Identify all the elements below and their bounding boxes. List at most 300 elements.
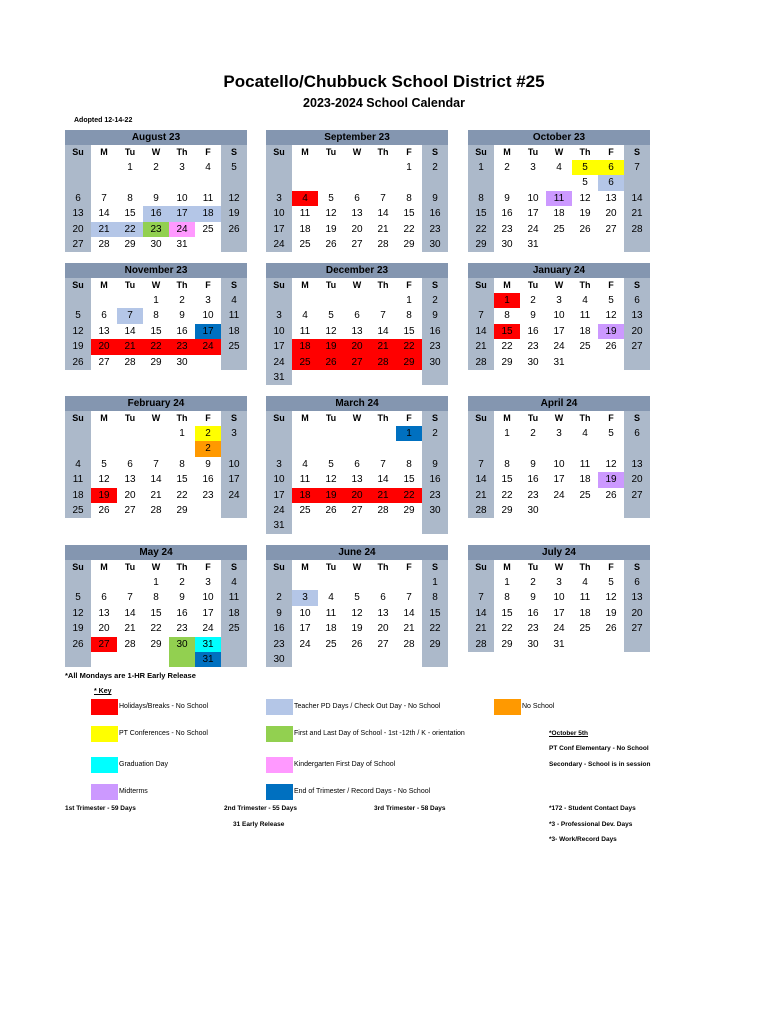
day-cell: 6 bbox=[101, 592, 107, 604]
month-title: May 24 bbox=[65, 545, 247, 560]
day-cell bbox=[143, 652, 169, 667]
day-cell: 10 bbox=[553, 458, 565, 470]
day-cell bbox=[624, 175, 650, 190]
legend-label: Holidays/Breaks - No School bbox=[119, 703, 209, 710]
month-days bbox=[266, 560, 448, 667]
day-cell: 27 bbox=[351, 238, 363, 250]
day-cell: 30 bbox=[422, 503, 448, 518]
day-cell: 21 bbox=[377, 223, 389, 235]
day-cell bbox=[396, 652, 422, 667]
day-cell: 26 bbox=[325, 504, 337, 516]
day-cell bbox=[396, 370, 422, 385]
day-cell: 25 bbox=[221, 339, 247, 354]
day-cell: 14 bbox=[377, 325, 389, 337]
day-header: M bbox=[301, 147, 309, 157]
day-cell: 10 bbox=[299, 607, 311, 619]
day-cell: 19 bbox=[325, 223, 337, 235]
day-cell bbox=[422, 652, 448, 667]
day-cell: 19 bbox=[221, 206, 247, 221]
day-header: Tu bbox=[325, 280, 337, 290]
day-cell bbox=[624, 355, 650, 370]
day-cell: 12 bbox=[325, 208, 337, 220]
day-header: Su bbox=[65, 560, 91, 575]
day-cell: 16 bbox=[422, 324, 448, 339]
day-cell: 11 bbox=[546, 191, 572, 206]
day-cell: 25 bbox=[299, 238, 311, 250]
day-cell bbox=[91, 575, 117, 590]
month-0 bbox=[65, 130, 247, 252]
day-cell: 9 bbox=[153, 192, 159, 204]
day-cell: 8 bbox=[179, 458, 185, 470]
day-cell: 19 bbox=[91, 488, 117, 503]
day-cell: 5 bbox=[572, 160, 598, 175]
day-cell: 21 bbox=[124, 623, 136, 635]
day-cell bbox=[344, 293, 370, 308]
day-cell bbox=[195, 355, 221, 370]
day-header: Tu bbox=[325, 562, 337, 572]
day-cell bbox=[624, 503, 650, 518]
day-cell: 21 bbox=[91, 222, 117, 237]
day-header: S bbox=[422, 145, 448, 160]
day-cell bbox=[370, 426, 396, 441]
day-cell: 3 bbox=[556, 577, 562, 588]
day-cell: 13 bbox=[124, 474, 136, 486]
day-cell: 7 bbox=[468, 590, 494, 605]
day-cell bbox=[468, 426, 494, 441]
day-cell bbox=[117, 575, 143, 590]
teacher-pd-swatch bbox=[266, 699, 293, 715]
day-cell: 15 bbox=[501, 607, 513, 619]
day-cell: 24 bbox=[553, 489, 565, 501]
day-header: Th bbox=[377, 562, 389, 572]
day-cell: 1 bbox=[494, 293, 520, 308]
day-cell bbox=[520, 175, 546, 190]
day-cell: 13 bbox=[624, 457, 650, 472]
day-cell bbox=[292, 160, 318, 175]
day-cell: 20 bbox=[624, 472, 650, 487]
day-cell: 29 bbox=[501, 356, 513, 368]
month-days bbox=[65, 560, 247, 667]
day-header: F bbox=[205, 562, 211, 572]
day-cell bbox=[396, 518, 422, 533]
day-cell: 30 bbox=[527, 504, 539, 516]
day-header: Su bbox=[266, 560, 292, 575]
day-cell bbox=[318, 370, 344, 385]
day-cell: 5 bbox=[328, 192, 334, 204]
day-header: M bbox=[503, 147, 511, 157]
day-cell: 3 bbox=[556, 295, 562, 306]
day-cell: 2 bbox=[504, 162, 510, 173]
day-cell: 30 bbox=[527, 356, 539, 368]
day-cell bbox=[396, 575, 422, 590]
day-cell: 9 bbox=[266, 606, 292, 621]
day-cell: 25 bbox=[292, 355, 318, 370]
day-cell: 8 bbox=[406, 458, 412, 470]
day-cell bbox=[318, 160, 344, 175]
day-cell: 26 bbox=[579, 223, 591, 235]
page-title: Pocatello/Chubbuck School District #25 bbox=[223, 72, 545, 91]
day-cell: 13 bbox=[98, 325, 110, 337]
day-cell: 2 bbox=[179, 577, 185, 588]
day-cell: 1 bbox=[406, 295, 412, 306]
day-cell bbox=[318, 293, 344, 308]
day-cell: 13 bbox=[351, 208, 363, 220]
day-cell: 25 bbox=[579, 489, 591, 501]
month-1 bbox=[266, 130, 448, 252]
day-cell: 6 bbox=[598, 160, 624, 175]
day-header: Th bbox=[579, 562, 591, 572]
day-cell: 2 bbox=[179, 295, 185, 306]
day-cell: 18 bbox=[221, 324, 247, 339]
day-cell bbox=[221, 441, 247, 456]
day-cell bbox=[292, 370, 318, 385]
day-cell bbox=[143, 175, 169, 190]
day-cell: 14 bbox=[377, 208, 389, 220]
day-cell: 11 bbox=[325, 607, 337, 619]
day-cell bbox=[292, 175, 318, 190]
day-cell: 21 bbox=[468, 621, 494, 636]
day-cell: 30 bbox=[527, 638, 539, 650]
month-4 bbox=[266, 263, 448, 385]
day-cell bbox=[292, 293, 318, 308]
month-days bbox=[468, 560, 650, 652]
day-header: M bbox=[503, 280, 511, 290]
day-header: Tu bbox=[124, 280, 136, 290]
day-cell: 1 bbox=[422, 575, 448, 590]
day-cell: 27 bbox=[344, 355, 370, 370]
day-header: Su bbox=[65, 145, 91, 160]
day-cell: 16 bbox=[422, 472, 448, 487]
day-cell: 29 bbox=[150, 356, 162, 368]
day-cell: 7 bbox=[380, 310, 386, 322]
adopted-date: Adopted 12-14-22 bbox=[74, 117, 133, 124]
day-cell: 25 bbox=[299, 504, 311, 516]
day-header: Th bbox=[377, 280, 389, 290]
day-cell: 8 bbox=[406, 310, 412, 322]
day-cell: 26 bbox=[605, 489, 617, 501]
day-header: M bbox=[301, 413, 309, 423]
month-3 bbox=[65, 263, 247, 370]
day-cell bbox=[344, 441, 370, 456]
day-header: Th bbox=[176, 413, 188, 423]
day-cell bbox=[221, 355, 247, 370]
day-cell: 16 bbox=[176, 607, 188, 619]
day-header: Su bbox=[266, 145, 292, 160]
day-cell bbox=[370, 160, 396, 175]
day-cell: 30 bbox=[266, 652, 292, 667]
day-cell bbox=[266, 426, 292, 441]
day-cell: 6 bbox=[624, 575, 650, 590]
day-cell: 19 bbox=[579, 208, 591, 220]
day-cell: 12 bbox=[605, 310, 617, 322]
month-10 bbox=[266, 545, 448, 667]
day-header: W bbox=[554, 413, 564, 423]
month-title: April 24 bbox=[468, 396, 650, 411]
day-cell: 7 bbox=[153, 458, 159, 470]
day-cell: 18 bbox=[221, 606, 247, 621]
day-cell bbox=[266, 575, 292, 590]
day-cell: 15 bbox=[501, 474, 513, 486]
day-cell: 1 bbox=[396, 426, 422, 441]
kinder-swatch bbox=[266, 757, 293, 773]
day-cell: 17 bbox=[266, 488, 292, 503]
day-cell bbox=[266, 175, 292, 190]
day-cell: 4 bbox=[221, 293, 247, 308]
day-cell: 21 bbox=[150, 489, 162, 501]
day-cell: 11 bbox=[579, 310, 591, 322]
day-cell bbox=[572, 637, 598, 652]
day-cell: 29 bbox=[403, 238, 415, 250]
day-header: M bbox=[100, 280, 108, 290]
day-cell: 8 bbox=[153, 310, 159, 322]
day-cell bbox=[195, 237, 221, 252]
day-cell: 14 bbox=[98, 208, 110, 220]
legend-label: End of Trimester / Record Days - No School bbox=[294, 788, 431, 795]
day-cell: 24 bbox=[266, 355, 292, 370]
legend-label: Midterms bbox=[119, 788, 148, 795]
day-cell: 1 bbox=[127, 162, 133, 173]
day-cell bbox=[370, 293, 396, 308]
day-cell: 24 bbox=[553, 623, 565, 635]
day-cell: 25 bbox=[221, 621, 247, 636]
day-header: Th bbox=[579, 413, 591, 423]
day-cell: 27 bbox=[624, 488, 650, 503]
day-header: Tu bbox=[527, 413, 539, 423]
day-cell bbox=[266, 160, 292, 175]
day-cell: 19 bbox=[598, 324, 624, 339]
day-header: W bbox=[352, 280, 362, 290]
day-cell: 17 bbox=[266, 339, 292, 354]
day-cell: 22 bbox=[501, 341, 513, 353]
october-note-title: *October 5th bbox=[549, 730, 589, 737]
day-cell: 18 bbox=[292, 339, 318, 354]
month-11 bbox=[468, 545, 650, 652]
day-cell: 16 bbox=[176, 325, 188, 337]
day-header: Tu bbox=[527, 147, 539, 157]
day-header: W bbox=[352, 147, 362, 157]
day-cell: 28 bbox=[468, 355, 494, 370]
midterms-swatch bbox=[91, 784, 118, 800]
day-cell: 5 bbox=[608, 577, 614, 588]
month-9 bbox=[65, 545, 247, 667]
day-cell: 10 bbox=[553, 310, 565, 322]
day-cell bbox=[221, 175, 247, 190]
day-cell: 7 bbox=[101, 192, 107, 204]
day-cell bbox=[65, 175, 91, 190]
month-5 bbox=[468, 263, 650, 370]
day-cell: 11 bbox=[579, 592, 591, 604]
day-cell: 26 bbox=[605, 623, 617, 635]
day-cell bbox=[143, 426, 169, 441]
student-days: *172 - Student Contact Days bbox=[549, 805, 636, 812]
day-header: F bbox=[205, 280, 211, 290]
day-cell: 22 bbox=[501, 489, 513, 501]
day-cell: 12 bbox=[325, 325, 337, 337]
day-cell: 11 bbox=[221, 308, 247, 323]
day-header: Tu bbox=[325, 413, 337, 423]
day-cell: 16 bbox=[266, 621, 292, 636]
day-cell: 14 bbox=[124, 325, 136, 337]
day-cell: 3 bbox=[530, 162, 536, 173]
day-cell: 3 bbox=[556, 428, 562, 439]
month-7 bbox=[266, 396, 448, 534]
day-cell: 7 bbox=[406, 592, 412, 604]
day-cell: 21 bbox=[370, 488, 396, 503]
day-cell: 18 bbox=[325, 623, 337, 635]
day-cell: 22 bbox=[396, 488, 422, 503]
day-cell: 28 bbox=[377, 238, 389, 250]
day-header: S bbox=[624, 278, 650, 293]
day-cell bbox=[572, 503, 598, 518]
day-cell bbox=[117, 175, 143, 190]
day-cell: 13 bbox=[605, 192, 617, 204]
day-cell bbox=[318, 441, 344, 456]
day-cell: 6 bbox=[65, 191, 91, 206]
day-cell: 28 bbox=[98, 238, 110, 250]
day-cell: 11 bbox=[202, 192, 214, 204]
day-cell: 20 bbox=[98, 623, 110, 635]
day-header: F bbox=[406, 562, 412, 572]
day-header: Su bbox=[266, 278, 292, 293]
day-cell bbox=[546, 441, 572, 456]
day-cell bbox=[65, 575, 91, 590]
day-cell: 23 bbox=[527, 623, 539, 635]
day-cell: 24 bbox=[553, 341, 565, 353]
day-header: F bbox=[608, 147, 614, 157]
day-cell: 9 bbox=[205, 458, 211, 470]
day-cell: 7 bbox=[117, 308, 143, 323]
day-header: Tu bbox=[527, 562, 539, 572]
day-cell: 15 bbox=[422, 606, 448, 621]
day-cell: 17 bbox=[299, 623, 311, 635]
day-cell: 9 bbox=[530, 310, 536, 322]
day-cell: 2 bbox=[422, 160, 448, 175]
day-cell bbox=[221, 637, 247, 652]
day-cell: 27 bbox=[91, 637, 117, 652]
day-cell: 15 bbox=[124, 208, 136, 220]
pt-conf-swatch bbox=[91, 726, 118, 742]
month-title: December 23 bbox=[266, 263, 448, 278]
day-cell bbox=[292, 518, 318, 533]
day-cell: 25 bbox=[325, 638, 337, 650]
day-cell bbox=[370, 441, 396, 456]
day-cell: 1 bbox=[153, 295, 159, 306]
day-cell: 10 bbox=[202, 592, 214, 604]
day-cell bbox=[318, 652, 344, 667]
day-cell bbox=[344, 652, 370, 667]
day-header: S bbox=[221, 278, 247, 293]
day-cell: 4 bbox=[328, 592, 334, 604]
day-cell: 5 bbox=[221, 160, 247, 175]
day-cell: 25 bbox=[65, 503, 91, 518]
day-cell: 14 bbox=[150, 474, 162, 486]
day-header: Su bbox=[65, 278, 91, 293]
day-cell bbox=[91, 441, 117, 456]
day-cell bbox=[344, 518, 370, 533]
day-cell bbox=[396, 441, 422, 456]
day-cell: 12 bbox=[98, 474, 110, 486]
day-header: Th bbox=[176, 562, 188, 572]
day-cell: 20 bbox=[605, 208, 617, 220]
day-cell: 28 bbox=[624, 222, 650, 237]
day-cell: 14 bbox=[124, 607, 136, 619]
day-cell: 10 bbox=[266, 472, 292, 487]
day-cell bbox=[624, 237, 650, 252]
day-cell: 1 bbox=[504, 577, 510, 588]
day-cell bbox=[344, 160, 370, 175]
day-cell: 28 bbox=[124, 356, 136, 368]
day-header: W bbox=[554, 280, 564, 290]
legend-label: First and Last Day of School - 1st -12th / K - orientation bbox=[294, 730, 465, 737]
month-title: October 23 bbox=[468, 130, 650, 145]
day-cell bbox=[344, 370, 370, 385]
day-cell: 3 bbox=[266, 457, 292, 472]
day-cell: 20 bbox=[624, 606, 650, 621]
day-cell bbox=[195, 175, 221, 190]
day-cell bbox=[117, 441, 143, 456]
day-cell bbox=[318, 518, 344, 533]
day-cell: 29 bbox=[468, 237, 494, 252]
day-cell: 6 bbox=[624, 293, 650, 308]
first-last-swatch bbox=[266, 726, 293, 742]
day-cell: 15 bbox=[468, 206, 494, 221]
day-cell: 13 bbox=[624, 308, 650, 323]
day-cell: 24 bbox=[202, 623, 214, 635]
day-cell bbox=[221, 652, 247, 667]
day-cell: 25 bbox=[579, 341, 591, 353]
day-cell: 31 bbox=[195, 637, 221, 652]
day-cell: 2 bbox=[422, 293, 448, 308]
legend-label: Kindergarten First Day of School bbox=[294, 761, 396, 768]
day-cell bbox=[468, 175, 494, 190]
day-cell bbox=[546, 175, 572, 190]
day-cell: 21 bbox=[468, 488, 494, 503]
day-cell: 2 bbox=[195, 441, 221, 456]
day-cell bbox=[91, 160, 117, 175]
legend-label: Graduation Day bbox=[119, 761, 169, 768]
day-header: S bbox=[422, 411, 448, 426]
day-cell: 4 bbox=[302, 310, 308, 322]
day-header: M bbox=[301, 280, 309, 290]
day-cell: 8 bbox=[153, 592, 159, 604]
day-cell bbox=[266, 293, 292, 308]
day-cell: 26 bbox=[65, 355, 91, 370]
day-cell: 13 bbox=[351, 474, 363, 486]
day-cell: 4 bbox=[582, 428, 588, 439]
day-cell: 28 bbox=[468, 637, 494, 652]
day-header: Tu bbox=[124, 147, 136, 157]
day-cell bbox=[91, 426, 117, 441]
day-header: S bbox=[624, 145, 650, 160]
day-header: Su bbox=[468, 411, 494, 426]
day-cell bbox=[65, 160, 91, 175]
day-cell bbox=[468, 441, 494, 456]
day-cell: 7 bbox=[380, 192, 386, 204]
day-header: Th bbox=[579, 280, 591, 290]
day-cell: 25 bbox=[579, 623, 591, 635]
day-cell: 22 bbox=[396, 339, 422, 354]
page-subtitle: 2023-2024 School Calendar bbox=[303, 96, 465, 110]
day-cell: 19 bbox=[318, 339, 344, 354]
day-header: F bbox=[608, 413, 614, 423]
day-cell: 23 bbox=[169, 339, 195, 354]
day-cell: 8 bbox=[422, 590, 448, 605]
day-header: M bbox=[301, 562, 309, 572]
month-6 bbox=[65, 396, 247, 518]
day-cell: 29 bbox=[124, 238, 136, 250]
day-cell: 15 bbox=[494, 324, 520, 339]
day-cell: 30 bbox=[422, 237, 448, 252]
